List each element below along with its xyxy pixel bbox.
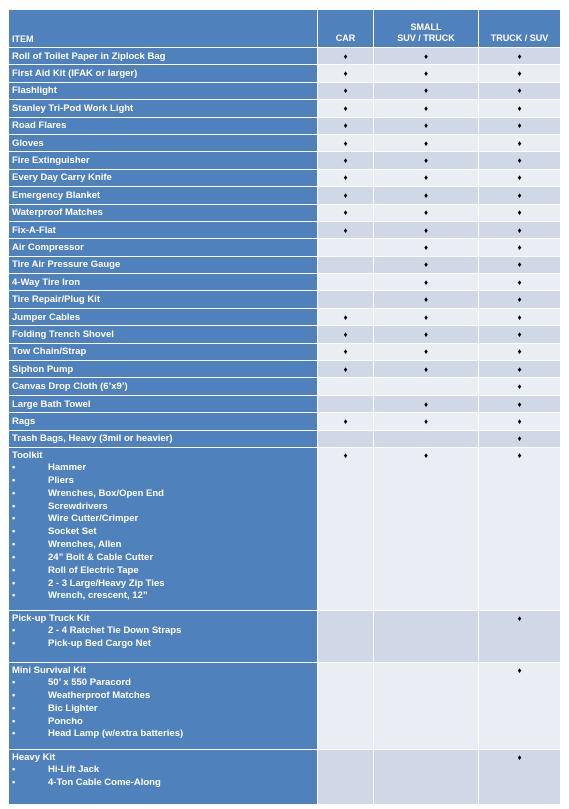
bullet-icon: • xyxy=(12,689,16,701)
diamond-mark-icon: ♦ xyxy=(423,329,429,339)
table-row xyxy=(9,152,561,169)
small-suv-truck-mark-cell xyxy=(374,169,479,186)
small-suv-truck-mark-cell xyxy=(374,221,479,238)
diamond-mark-icon: ♦ xyxy=(343,103,348,113)
item-label: Gloves xyxy=(9,134,318,151)
diamond-mark-icon: ♦ xyxy=(423,312,429,322)
car-mark-cell xyxy=(318,48,374,65)
diamond-mark-icon: ♦ xyxy=(517,225,522,235)
bullet-icon: • xyxy=(12,728,16,740)
bullet-icon: • xyxy=(12,776,16,788)
item-label: Rags xyxy=(9,413,318,430)
diamond-mark-icon: ♦ xyxy=(517,665,522,675)
small-suv-truck-mark-cell xyxy=(374,239,479,256)
small-suv-truck-mark-cell xyxy=(374,749,479,804)
small-suv-truck-header-text: SMALL SUV / TRUCK xyxy=(397,22,455,43)
kit-subitem xyxy=(12,565,317,578)
kit-subitem xyxy=(12,625,317,638)
truck-suv-mark-cell xyxy=(479,204,561,221)
item-label: Trash Bags, Heavy (3mil or heavier) xyxy=(9,430,318,447)
bullet-icon: • xyxy=(12,461,16,473)
car-mark-cell xyxy=(318,749,374,804)
diamond-mark-icon: ♦ xyxy=(517,51,522,61)
bullet-icon: • xyxy=(12,637,16,649)
table-row xyxy=(9,187,561,204)
kit-subitem xyxy=(12,728,317,741)
table-row xyxy=(9,326,561,343)
kit-subitem xyxy=(12,677,317,690)
truck-suv-mark-cell xyxy=(479,152,561,169)
small-suv-truck-mark-cell xyxy=(374,204,479,221)
car-mark-cell xyxy=(318,152,374,169)
small-suv-truck-mark-cell xyxy=(374,117,479,134)
small-suv-truck-mark-cell xyxy=(374,447,479,610)
kit-group-cell xyxy=(9,749,318,804)
diamond-mark-icon: ♦ xyxy=(423,173,429,183)
car-mark-cell xyxy=(318,169,374,186)
diamond-mark-icon: ♦ xyxy=(517,434,522,444)
diamond-mark-icon: ♦ xyxy=(517,242,522,252)
diamond-mark-icon: ♦ xyxy=(517,450,522,460)
diamond-mark-icon: ♦ xyxy=(423,208,429,218)
truck-suv-mark-cell xyxy=(479,291,561,308)
diamond-mark-icon: ♦ xyxy=(423,295,429,305)
bullet-icon: • xyxy=(12,487,16,499)
kit-subitem xyxy=(12,526,317,539)
small-suv-truck-mark-cell xyxy=(374,274,479,291)
car-mark-cell xyxy=(318,256,374,273)
bullet-icon: • xyxy=(12,624,16,636)
table-row xyxy=(9,308,561,325)
diamond-mark-icon: ♦ xyxy=(517,86,522,96)
item-label: Every Day Carry Knife xyxy=(9,169,318,186)
diamond-mark-icon: ♦ xyxy=(517,103,522,113)
car-mark-cell xyxy=(318,610,374,662)
kit-subitem-label: Socket Set xyxy=(48,526,97,538)
bullet-icon: • xyxy=(12,513,16,525)
bullet-icon: • xyxy=(12,715,16,727)
kit-subitem xyxy=(12,638,317,651)
table-row xyxy=(9,134,561,151)
diamond-mark-icon: ♦ xyxy=(517,208,522,218)
small-suv-truck-mark-cell xyxy=(374,291,479,308)
kit-subitem-label: Screwdrivers xyxy=(48,500,108,512)
small-suv-truck-mark-cell xyxy=(374,395,479,412)
diamond-mark-icon: ♦ xyxy=(423,225,429,235)
kit-subitem xyxy=(12,578,317,591)
bullet-icon: • xyxy=(12,564,16,576)
small-suv-truck-mark-cell xyxy=(374,430,479,447)
truck-suv-mark-cell xyxy=(479,749,561,804)
kit-subitem xyxy=(12,475,317,488)
small-suv-truck-mark-cell xyxy=(374,152,479,169)
truck-suv-mark-cell xyxy=(479,274,561,291)
kit-subitem xyxy=(12,716,317,729)
diamond-mark-icon: ♦ xyxy=(423,450,429,460)
item-label: Flashlight xyxy=(9,82,318,99)
kit-group-cell xyxy=(9,610,318,662)
table-row xyxy=(9,291,561,308)
truck-suv-mark-cell xyxy=(479,378,561,395)
diamond-mark-icon: ♦ xyxy=(423,399,429,409)
diamond-mark-icon: ♦ xyxy=(517,190,522,200)
kit-subitem xyxy=(12,539,317,552)
small-suv-truck-mark-cell xyxy=(374,134,479,151)
item-label: Tow Chain/Strap xyxy=(9,343,318,360)
bullet-icon: • xyxy=(12,500,16,512)
car-mark-cell xyxy=(318,134,374,151)
truck-suv-mark-cell xyxy=(479,326,561,343)
kit-group-row xyxy=(9,447,561,610)
diamond-mark-icon: ♦ xyxy=(343,138,348,148)
kit-group-row xyxy=(9,610,561,662)
small-suv-truck-mark-cell xyxy=(374,100,479,117)
truck-suv-mark-cell xyxy=(479,308,561,325)
kit-group-row xyxy=(9,749,561,804)
bullet-icon: • xyxy=(12,539,16,551)
car-mark-cell xyxy=(318,65,374,82)
kit-subitem xyxy=(12,777,317,790)
kit-subitem xyxy=(12,462,317,475)
car-mark-cell xyxy=(318,662,374,749)
table-row xyxy=(9,274,561,291)
kit-subitem xyxy=(12,764,317,777)
table-row xyxy=(9,65,561,82)
small-suv-truck-column-header xyxy=(374,10,479,48)
kit-subitem xyxy=(12,590,317,603)
truck-suv-mark-cell xyxy=(479,256,561,273)
truck-suv-mark-cell xyxy=(479,447,561,610)
diamond-mark-icon: ♦ xyxy=(423,190,429,200)
diamond-mark-icon: ♦ xyxy=(517,329,522,339)
kit-group-title: Heavy Kit xyxy=(12,751,56,763)
item-label: Stanley Tri-Pod Work Light xyxy=(9,100,318,117)
truck-suv-mark-cell xyxy=(479,361,561,378)
kit-subitem-list xyxy=(12,677,317,741)
kit-group-title: Toolkit xyxy=(12,449,43,461)
truck-suv-mark-cell xyxy=(479,610,561,662)
small-suv-truck-mark-cell xyxy=(374,82,479,99)
small-suv-truck-mark-cell xyxy=(374,361,479,378)
diamond-mark-icon: ♦ xyxy=(343,156,348,166)
kit-subitem-label: Head Lamp (w/extra batteries) xyxy=(48,728,184,740)
truck-suv-column-header: TRUCK / SUV xyxy=(479,10,561,48)
kit-subitem xyxy=(12,552,317,565)
table-row xyxy=(9,256,561,273)
kit-subitem-label: Wire Cutter/Crimper xyxy=(48,513,139,525)
diamond-mark-icon: ♦ xyxy=(423,86,429,96)
table-row xyxy=(9,82,561,99)
diamond-mark-icon: ♦ xyxy=(517,312,522,322)
diamond-mark-icon: ♦ xyxy=(343,312,348,322)
diamond-mark-icon: ♦ xyxy=(517,138,522,148)
table-row xyxy=(9,413,561,430)
kit-group-cell xyxy=(9,447,318,610)
truck-suv-mark-cell xyxy=(479,395,561,412)
kit-subitem-label: Hi-Lift Jack xyxy=(48,763,100,775)
bullet-icon: • xyxy=(12,763,16,775)
small-suv-truck-mark-cell xyxy=(374,378,479,395)
kit-subitem-list xyxy=(12,764,317,790)
car-mark-cell xyxy=(318,82,374,99)
diamond-mark-icon: ♦ xyxy=(423,277,429,287)
small-suv-truck-mark-cell xyxy=(374,610,479,662)
diamond-mark-icon: ♦ xyxy=(343,329,348,339)
diamond-mark-icon: ♦ xyxy=(423,103,429,113)
car-mark-cell xyxy=(318,413,374,430)
car-column-header: CAR xyxy=(318,10,374,48)
diamond-mark-icon: ♦ xyxy=(343,190,348,200)
diamond-mark-icon: ♦ xyxy=(423,121,429,131)
diamond-mark-icon: ♦ xyxy=(517,173,522,183)
table-body xyxy=(9,48,561,805)
bullet-icon: • xyxy=(12,526,16,538)
truck-suv-mark-cell xyxy=(479,82,561,99)
diamond-mark-icon: ♦ xyxy=(423,347,429,357)
table-row xyxy=(9,169,561,186)
diamond-mark-icon: ♦ xyxy=(423,51,429,61)
truck-suv-mark-cell xyxy=(479,117,561,134)
diamond-mark-icon: ♦ xyxy=(517,277,522,287)
small-suv-truck-mark-cell xyxy=(374,326,479,343)
table-row xyxy=(9,221,561,238)
car-mark-cell xyxy=(318,274,374,291)
item-column-header: ITEM xyxy=(9,10,318,48)
car-mark-cell xyxy=(318,221,374,238)
item-label: 4-Way Tire Iron xyxy=(9,274,318,291)
small-suv-truck-mark-cell xyxy=(374,343,479,360)
truck-suv-mark-cell xyxy=(479,662,561,749)
item-label: Siphon Pump xyxy=(9,361,318,378)
diamond-mark-icon: ♦ xyxy=(343,51,348,61)
truck-suv-mark-cell xyxy=(479,239,561,256)
car-mark-cell xyxy=(318,291,374,308)
kit-subitem-label: Wrench, crescent, 12” xyxy=(48,590,148,602)
kit-group-title: Pick-up Truck Kit xyxy=(12,612,90,624)
item-label: First Aid Kit (IFAK or larger) xyxy=(9,65,318,82)
truck-suv-mark-cell xyxy=(479,343,561,360)
truck-suv-mark-cell xyxy=(479,413,561,430)
kit-group-cell xyxy=(9,662,318,749)
item-label: Tire Repair/Plug Kit xyxy=(9,291,318,308)
truck-suv-mark-cell xyxy=(479,221,561,238)
small-suv-truck-mark-cell xyxy=(374,48,479,65)
table-row xyxy=(9,395,561,412)
diamond-mark-icon: ♦ xyxy=(517,752,522,762)
item-label: Jumper Cables xyxy=(9,308,318,325)
kit-subitem xyxy=(12,513,317,526)
car-mark-cell xyxy=(318,430,374,447)
car-mark-cell xyxy=(318,361,374,378)
truck-suv-mark-cell xyxy=(479,169,561,186)
truck-suv-mark-cell xyxy=(479,48,561,65)
kit-subitem-label: Wrenches, Allen xyxy=(48,539,122,551)
truck-suv-mark-cell xyxy=(479,100,561,117)
kit-subitem xyxy=(12,690,317,703)
car-mark-cell xyxy=(318,239,374,256)
kit-subitem-label: Pick-up Bed Cargo Net xyxy=(48,637,151,649)
diamond-mark-icon: ♦ xyxy=(343,208,348,218)
item-label: Air Compressor xyxy=(9,239,318,256)
bullet-icon: • xyxy=(12,590,16,602)
table-row xyxy=(9,48,561,65)
table-row xyxy=(9,361,561,378)
diamond-mark-icon: ♦ xyxy=(517,260,522,270)
diamond-mark-icon: ♦ xyxy=(517,295,522,305)
diamond-mark-icon: ♦ xyxy=(423,69,429,79)
kit-subitem-label: Hammer xyxy=(48,461,87,473)
small-suv-truck-mark-cell xyxy=(374,65,479,82)
table-row xyxy=(9,100,561,117)
diamond-mark-icon: ♦ xyxy=(423,416,429,426)
item-label: Roll of Toilet Paper in Ziplock Bag xyxy=(9,48,318,65)
kit-subitem-label: Poncho xyxy=(48,715,83,727)
car-mark-cell xyxy=(318,308,374,325)
car-mark-cell xyxy=(318,204,374,221)
car-mark-cell xyxy=(318,326,374,343)
kit-subitem-list xyxy=(12,462,317,603)
truck-suv-mark-cell xyxy=(479,430,561,447)
car-mark-cell xyxy=(318,395,374,412)
kit-subitem-label: Pliers xyxy=(48,474,74,486)
diamond-mark-icon: ♦ xyxy=(517,121,522,131)
diamond-mark-icon: ♦ xyxy=(517,382,522,392)
kit-subitem xyxy=(12,501,317,514)
header-row xyxy=(9,10,561,48)
diamond-mark-icon: ♦ xyxy=(423,138,429,148)
diamond-mark-icon: ♦ xyxy=(517,399,522,409)
table-row xyxy=(9,378,561,395)
diamond-mark-icon: ♦ xyxy=(343,86,348,96)
truck-suv-mark-cell xyxy=(479,187,561,204)
item-label: Fix-A-Flat xyxy=(9,221,318,238)
kit-subitem-label: 2 - 3 Large/Heavy Zip Ties xyxy=(48,577,165,589)
diamond-mark-icon: ♦ xyxy=(343,364,348,374)
item-label: Emergency Blanket xyxy=(9,187,318,204)
small-suv-truck-mark-cell xyxy=(374,308,479,325)
kit-subitem-label: 24” Bolt & Cable Cutter xyxy=(48,551,154,563)
item-label: Canvas Drop Cloth (6’x9’) xyxy=(9,378,318,395)
kit-subitem-list xyxy=(12,625,317,651)
diamond-mark-icon: ♦ xyxy=(343,416,348,426)
car-mark-cell xyxy=(318,117,374,134)
diamond-mark-icon: ♦ xyxy=(423,242,429,252)
table-row xyxy=(9,239,561,256)
bullet-icon: • xyxy=(12,577,16,589)
diamond-mark-icon: ♦ xyxy=(517,347,522,357)
kit-subitem-label: 4-Ton Cable Come-Along xyxy=(48,776,161,788)
bullet-icon: • xyxy=(12,474,16,486)
diamond-mark-icon: ♦ xyxy=(423,156,429,166)
checklist-sheet xyxy=(8,9,560,805)
diamond-mark-icon: ♦ xyxy=(343,450,348,460)
diamond-mark-icon: ♦ xyxy=(343,347,348,357)
table-row xyxy=(9,204,561,221)
item-label: Tire Air Pressure Gauge xyxy=(9,256,318,273)
vehicle-kit-table xyxy=(8,9,561,805)
car-mark-cell xyxy=(318,187,374,204)
diamond-mark-icon: ♦ xyxy=(343,225,348,235)
kit-subitem-label: 50’ x 550 Paracord xyxy=(48,676,131,688)
bullet-icon: • xyxy=(12,676,16,688)
kit-group-title: Mini Survival Kit xyxy=(12,664,86,676)
item-label: Folding Trench Shovel xyxy=(9,326,318,343)
diamond-mark-icon: ♦ xyxy=(343,69,348,79)
diamond-mark-icon: ♦ xyxy=(423,364,429,374)
kit-group-row xyxy=(9,662,561,749)
diamond-mark-icon: ♦ xyxy=(517,416,522,426)
table-row xyxy=(9,343,561,360)
kit-subitem xyxy=(12,488,317,501)
bullet-icon: • xyxy=(12,702,16,714)
car-mark-cell xyxy=(318,447,374,610)
small-suv-truck-mark-cell xyxy=(374,662,479,749)
diamond-mark-icon: ♦ xyxy=(423,260,429,270)
diamond-mark-icon: ♦ xyxy=(517,156,522,166)
small-suv-truck-mark-cell xyxy=(374,187,479,204)
kit-subitem-label: Roll of Electric Tape xyxy=(48,564,139,576)
diamond-mark-icon: ♦ xyxy=(517,69,522,79)
car-mark-cell xyxy=(318,378,374,395)
table-row xyxy=(9,117,561,134)
item-label: Fire Extinguisher xyxy=(9,152,318,169)
small-suv-truck-mark-cell xyxy=(374,413,479,430)
item-label: Road Flares xyxy=(9,117,318,134)
kit-subitem-label: Weatherproof Matches xyxy=(48,689,151,701)
table-row xyxy=(9,430,561,447)
car-mark-cell xyxy=(318,100,374,117)
kit-subitem-label: 2 - 4 Ratchet Tie Down Straps xyxy=(48,624,182,636)
small-suv-truck-mark-cell xyxy=(374,256,479,273)
diamond-mark-icon: ♦ xyxy=(517,613,522,623)
truck-suv-mark-cell xyxy=(479,65,561,82)
truck-suv-mark-cell xyxy=(479,134,561,151)
kit-subitem xyxy=(12,703,317,716)
diamond-mark-icon: ♦ xyxy=(343,121,348,131)
car-mark-cell xyxy=(318,343,374,360)
item-label: Large Bath Towel xyxy=(9,395,318,412)
diamond-mark-icon: ♦ xyxy=(517,364,522,374)
diamond-mark-icon: ♦ xyxy=(343,173,348,183)
bullet-icon: • xyxy=(12,551,16,563)
item-label: Waterproof Matches xyxy=(9,204,318,221)
kit-subitem-label: Wrenches, Box/Open End xyxy=(48,487,164,499)
kit-subitem-label: Bic Lighter xyxy=(48,702,98,714)
